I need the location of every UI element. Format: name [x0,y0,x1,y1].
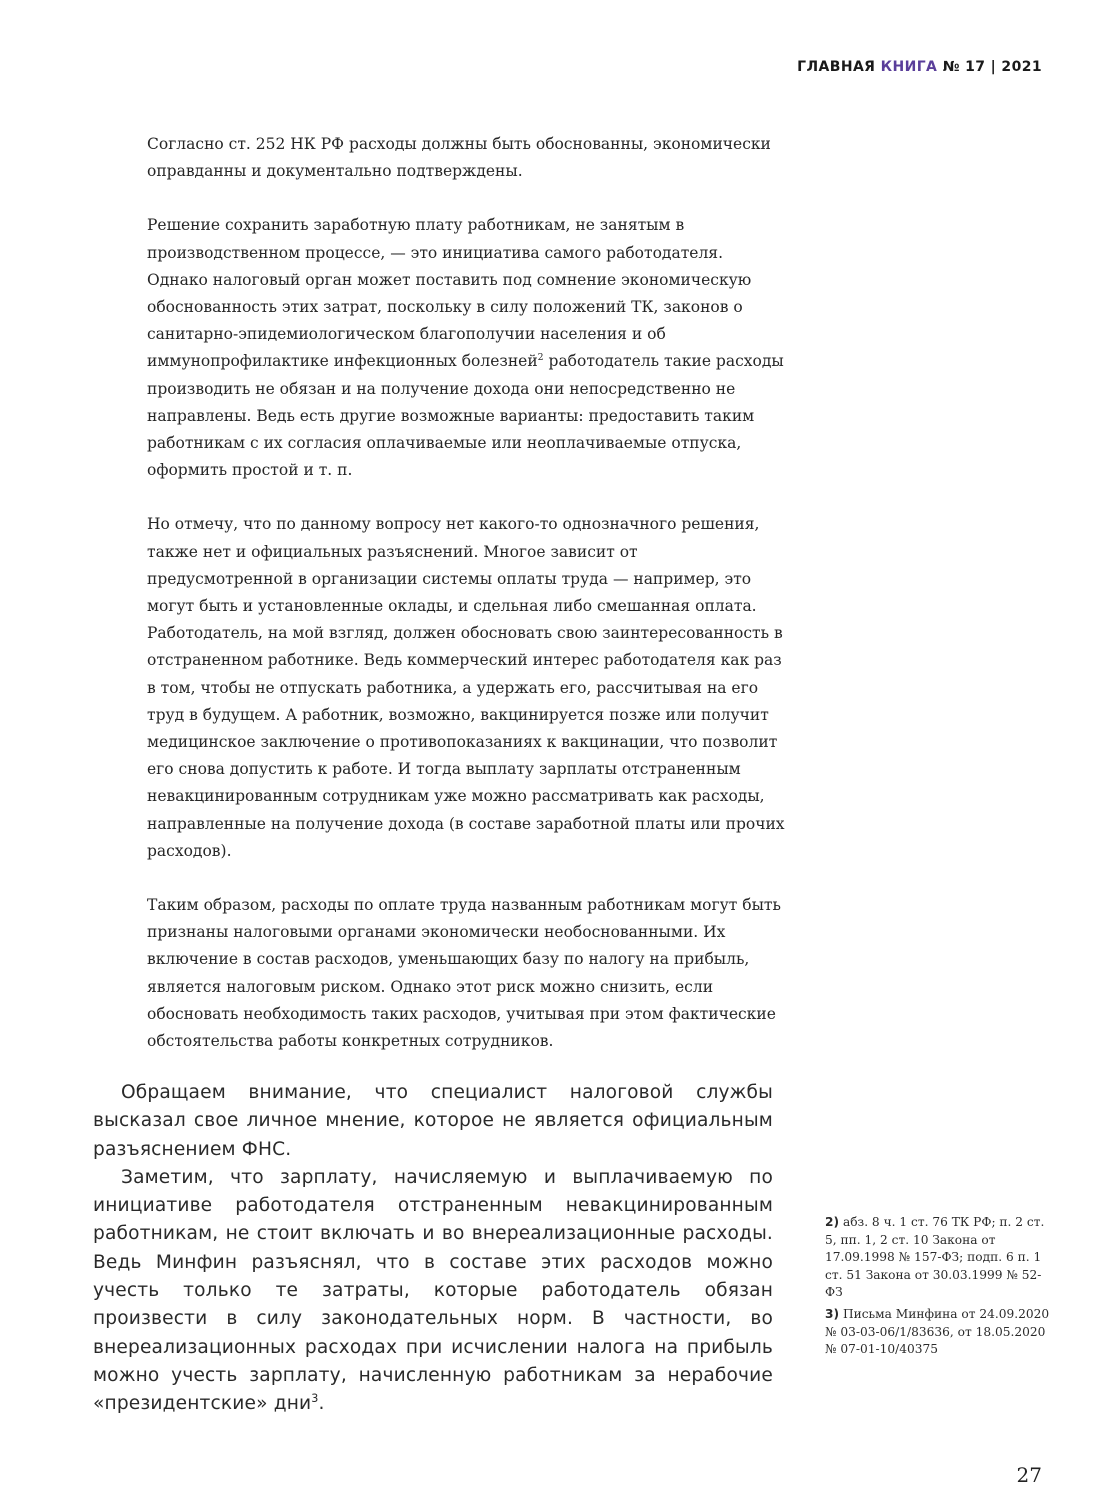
footnote-ref[interactable]: 2 [537,352,544,364]
quote-paragraph: Таким образом, расходы по оплате труда названным работникам могут быть признаны налоговыми органами экономически необоснованными. Их включение в состав расходов, уменьшающих базу по налогу на прибыль, является налоговым риском. Однако этот риск можно снизить, если обосновать необходимость таких расходов, учитывая при этом фактические обстоятельства работы конкретных сотрудников. [147,896,781,1051]
footnote-ref[interactable]: 3 [311,1392,319,1406]
sidebar-footnotes [825,1214,1053,1363]
footnote-3: 3) Письма Минфина от 24.09.2020 № 03-03-06/1/83636, от 18.05.2020 № 07-01-10/40375 [825,1306,1050,1357]
quote-paragraph: Решение сохранить заработную плату работникам, не занятым в производственном процессе, — это инициатива самого работодателя. Однако налоговый орган может поставить под сомнение экономическую обоснованность этих затрат, поскольку в силу положений ТК, законов о санитарно-эпидемиологическом благополучии населения и об иммунопрофилактике инфекционных болезней$^2$ работодатель такие расходы производить не обязан и на получение дохода они непосредственно не направлены. Ведь есть другие возможные варианты: предоставить таким работникам с их согласия оплачиваемые или неоплачиваемые отпуска, оформить простой и т. п. [147,216,784,480]
brand-accent: КНИГА [880,59,938,75]
issue-number: № 17 | 2021 [942,59,1042,75]
quote-paragraph: Но отмечу, что по данному вопросу нет какого-то однозначного решения, также нет и официальных разъяснений. Многое зависит от предусмотренной в организации системы оплаты труда — например, это могут быть и установленные оклады, и сдельная либо смешанная оплата. Работодатель, на мой взгляд, должен обосновать свою заинтересованность в отстраненном работнике. Ведь коммерческий интерес работодателя как раз в том, чтобы не отпускать работника, а удержать его, рассчитывая на его труд в будущем. А работник, возможно, вакцинируется позже или получит медицинское заключение о противопоказаниях к вакцинации, что позволит его снова допустить к работе. И тогда выплату зарплаты отстраненным невакцинированным сотрудникам уже можно рассматривать как расходы, направленные на получение дохода (в составе заработной платы или прочих расходов). [147,515,785,860]
page-number: 27 [1016,1463,1042,1487]
body-paragraph: Заметим, что зарплату, начисляемую и выплачиваемую по инициативе работодателя отстраненным невакцинированным работникам, не стоит включать и во внереализационные расходы. Ведь Минфин разъяснял, что в составе этих расходов можно учесть только те затраты, которые работодатель обязан произвести в силу законодательных норм. В частности, во внереализационных расходах при исчислении налога на прибыль можно учесть зарплату, начисленную работникам за нерабочие «президентские» дни$^3$. [93,1166,773,1415]
brand-main: ГЛАВНАЯ [797,59,876,75]
footnote-2: 2) абз. 8 ч. 1 ст. 76 ТК РФ; п. 2 ст. 5, пп. 1, 2 ст. 10 Закона от 17.09.1998 № 157-ФЗ; подп. 6 п. 1 ст. 51 Закона от 30.03.1999 № 52-ФЗ [825,1215,1045,1300]
main-body [93,1079,773,1419]
running-header [797,59,1042,75]
body-paragraph: Обращаем внимание, что специалист налоговой службы высказал свое личное мнение, которое не является официальным разъяснением ФНС. [93,1082,773,1160]
expert-quote [147,131,787,1082]
quote-paragraph: Согласно ст. 252 НК РФ расходы должны быть обоснованны, экономически оправданны и документально подтверждены. [147,135,771,181]
